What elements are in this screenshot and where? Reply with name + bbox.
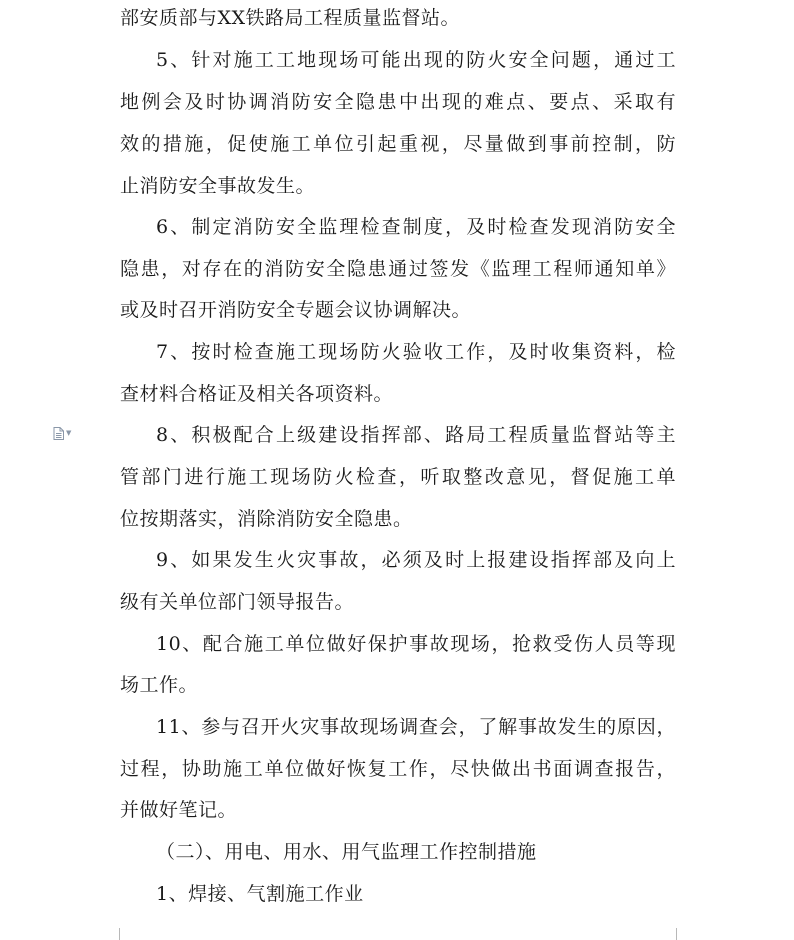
paragraph-line: 级有关单位部门领导报告。 — [120, 591, 355, 613]
paragraph-line: 地例会及时协调消防安全隐患中出现的难点、要点、采取有 — [120, 91, 676, 113]
paragraph-line: 6、制定消防安全监理检查制度，及时检查发现消防安全 — [156, 216, 676, 238]
paragraph-line: 并做好笔记。 — [120, 799, 238, 821]
paragraph-line: 或及时召开消防安全专题会议协调解决。 — [120, 299, 472, 321]
paragraph-line: 场工作。 — [120, 674, 199, 696]
paragraph-line: 管部门进行施工现场防火检查，听取整改意见，督促施工单 — [120, 466, 676, 488]
chevron-down-icon: ▼ — [66, 428, 72, 437]
document-icon-glyph — [53, 427, 64, 440]
paragraph-line: 隐患，对存在的消防安全隐患通过签发《监理工程师通知单》 — [120, 258, 676, 280]
paragraph-line: 8、积极配合上级建设指挥部、路局工程质量监督站等主 — [156, 424, 676, 446]
section-heading: （二）、用电、用水、用气监理工作控制措施 — [156, 841, 537, 863]
paragraph-line: 过程，协助施工单位做好恢复工作，尽快做出书面调查报告， — [120, 758, 676, 780]
paragraph-line: 9、如果发生火灾事故，必须及时上报建设指挥部及向上 — [156, 549, 676, 571]
paragraph-line: 效的措施，促使施工单位引起重视，尽量做到事前控制，防 — [120, 133, 676, 155]
paragraph-line: 位按期落实，消除消防安全隐患。 — [120, 508, 413, 530]
page-margin-marker — [99, 928, 120, 940]
paragraph-line: 11、参与召开火灾事故现场调查会，了解事故发生的原因， — [156, 716, 676, 738]
paragraph-line: 5、针对施工工地现场可能出现的防火安全问题，通过工 — [156, 49, 676, 71]
subsection-heading: 1、焊接、气割施工作业 — [156, 883, 364, 905]
paragraph-line: 10、配合施工单位做好保护事故现场，抢救受伤人员等现 — [156, 633, 676, 655]
paragraph-line: 7、按时检查施工现场防火验收工作，及时收集资料，检 — [156, 341, 676, 363]
page-margin-marker — [676, 928, 697, 940]
paragraph-line: 查材料合格证及相关各项资料。 — [120, 383, 394, 405]
paragraph-line: 部安质部与XX铁路局工程质量监督站。 — [120, 7, 461, 29]
paragraph-line: 止消防安全事故发生。 — [120, 175, 316, 197]
document-icon[interactable] — [53, 426, 77, 440]
